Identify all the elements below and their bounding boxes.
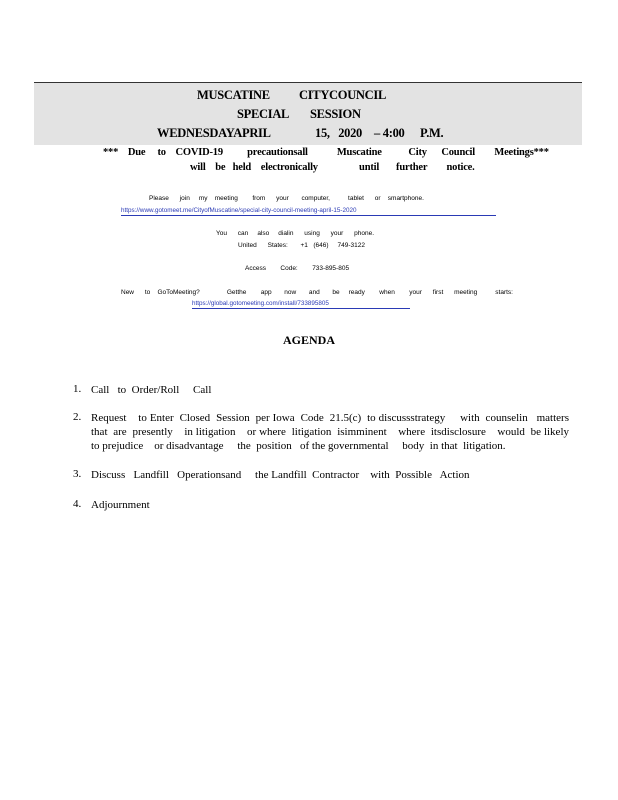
header-title-muscatine: MUSCATINE [197, 88, 270, 102]
dial-in-text: You can also dialin using your phone. [216, 230, 375, 237]
header-session: SESSION [310, 107, 361, 121]
agenda-item-1-text: Call to Order/Roll Call [91, 384, 212, 396]
install-link[interactable]: https://global.gotomeeting.com/install/733895805 [192, 300, 329, 307]
phone-number-text: United States: +1 (646) 749-3122 [238, 242, 366, 249]
agenda-item-3-number: 3. [73, 468, 82, 480]
agenda-item-2-number: 2. [73, 411, 82, 423]
header-date: 15, 2020 [315, 126, 363, 140]
agenda-item-3-text: Discuss Landfill Operationsand the Landfill Contractor with Possible Action [91, 469, 470, 481]
covid-notice-line2: will be held electronically until further notice. [190, 162, 475, 173]
header-day-month: WEDNESDAYAPRIL [157, 126, 271, 140]
header-time: – 4:00 [374, 126, 405, 140]
header-special: SPECIAL [237, 107, 290, 121]
covid-notice-line1: *** Due to COVID-19 precautionsall Muscatine City Council Meetings*** [103, 147, 549, 158]
join-link-underline [121, 215, 496, 216]
new-to-gotomeeting-text: New to GoToMeeting? Getthe app now and be ready when your first meeting starts: [121, 289, 513, 296]
header-pm: P.M. [420, 126, 444, 140]
agenda-item-4-text: Adjournment [91, 499, 150, 511]
join-meeting-link[interactable]: https://www.gotomeet.me/CityofMuscatine/special-city-council-meeting-april-15-2020 [121, 207, 357, 214]
access-code-text: Access Code: 733-895-805 [245, 265, 350, 272]
agenda-item-2-text: Request to Enter Closed Session per Iowa Code 21.5(c) to discussstrategy with counselin matters that are presently in litigation or where litigation isimminent where itsdisclosure would be likely to prejudice or disadvantage the position of the governmental body in that litigation. [91, 412, 572, 452]
agenda-item-4-number: 4. [73, 498, 82, 510]
join-meeting-text: Please join my meeting from your computer, tablet or smartphone. [149, 195, 424, 202]
header-title-city-council: CITYCOUNCIL [299, 88, 386, 102]
install-link-underline [192, 308, 410, 309]
agenda-item-1-number: 1. [73, 383, 82, 395]
agenda-title: AGENDA [282, 333, 335, 347]
